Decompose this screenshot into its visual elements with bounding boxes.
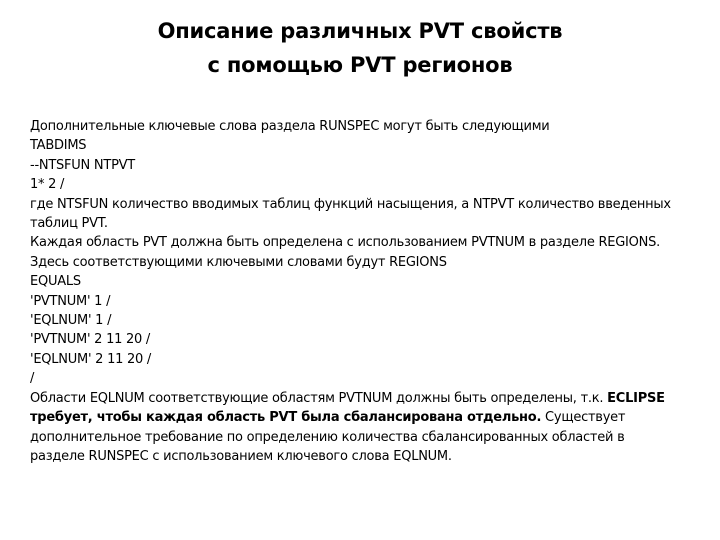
body-line: 1* 2 /	[30, 177, 65, 193]
body-line: где NTSFUN количество вводимых таблиц функций насыщения, а NTPVT количество введенных	[30, 196, 671, 212]
slide-title	[60, 14, 660, 82]
body-line: Здесь соответствующими ключевыми словами будут REGIONS	[30, 254, 447, 270]
body-text: Существует	[541, 410, 626, 426]
body-line: 'EQLNUM' 2 11 20 /	[30, 351, 152, 367]
body-line: TABDIMS	[30, 138, 87, 154]
body-bold-text: ECLIPSE	[607, 390, 665, 406]
slide-body	[30, 117, 694, 466]
body-line	[30, 389, 694, 408]
body-line: /	[30, 371, 35, 387]
title-line-2: с помощью PVT регионов	[207, 53, 513, 77]
body-line: дополнительное требование по определению количества сбалансированных областей в	[30, 429, 625, 445]
body-line: EQUALS	[30, 274, 81, 290]
title-line-1: Описание различных PVT свойств	[157, 19, 563, 43]
body-line: --NTSFUN NTPVT	[30, 157, 135, 173]
body-bold-text: требует, чтобы каждая область PVT была сбалансирована отдельно.	[30, 410, 542, 426]
body-line: таблиц PVT.	[30, 216, 108, 232]
body-line: 'EQLNUM' 1 /	[30, 313, 112, 329]
body-line	[30, 408, 694, 427]
body-line: 'PVTNUM' 2 11 20 /	[30, 332, 151, 348]
body-line: 'PVTNUM' 1 /	[30, 293, 111, 309]
body-line: Каждая область PVT должна быть определена с использованием PVTNUM в разделе REGIONS.	[30, 235, 660, 251]
body-line: разделе RUNSPEC с использованием ключевого слова EQLNUM.	[30, 448, 452, 464]
body-text: Области EQLNUM соответствующие областям PVTNUM должны быть определены, т.к.	[30, 390, 608, 406]
body-line: Дополнительные ключевые слова раздела RUNSPEC могут быть следующими	[30, 119, 550, 134]
